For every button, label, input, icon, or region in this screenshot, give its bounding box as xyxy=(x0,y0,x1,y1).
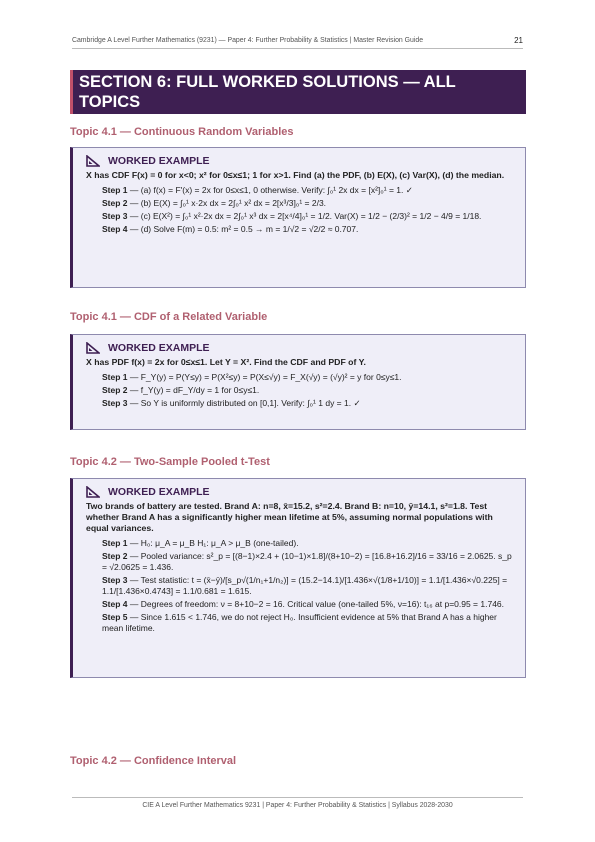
worked-example-label: WORKED EXAMPLE xyxy=(108,486,210,498)
step-label: Step 4 xyxy=(102,224,128,234)
set-square-icon xyxy=(86,155,100,167)
step-text: — Pooled variance: s²_p = [(8−1)×2.4 + (10−1)×1.8]/(8+10−2) = [16.8+16.2]/16 = 33/16 = 2.0625. s_p = √2.0625 = 1.436. xyxy=(102,551,512,572)
page-number: 21 xyxy=(514,36,523,45)
solution-step xyxy=(102,198,515,209)
worked-example-header xyxy=(86,341,515,355)
step-label: Step 2 xyxy=(102,551,128,561)
step-text: — (d) Solve F(m) = 0.5: m² = 0.5 → m = 1/√2 = √2/2 ≈ 0.707. xyxy=(127,224,359,234)
question-text: X has PDF f(x) = 2x for 0≤x≤1. Let Y = X². Find the CDF and PDF of Y. xyxy=(86,357,366,367)
step-text: — (a) f(x) = F'(x) = 2x for 0≤x≤1, 0 otherwise. Verify: ∫₀¹ 2x dx = [x²]₀¹ = 1. ✓ xyxy=(127,185,413,195)
solution-step xyxy=(102,612,515,634)
worked-example-box xyxy=(70,478,526,678)
step-text: — So Y is uniformly distributed on [0,1]. Verify: ∫₀¹ 1 dy = 1. ✓ xyxy=(127,398,361,408)
step-label: Step 2 xyxy=(102,385,128,395)
step-text: — f_Y(y) = dF_Y/dy = 1 for 0≤y≤1. xyxy=(127,385,260,395)
step-text: — Test statistic: t = (x̄−ȳ)/[s_p√(1/n₁+1/n₂)] = (15.2−14.1)/[1.436×√(1/8+1/10)] = 1.1/[1.436×√0.225] = 1.1/[1.436×0.4743] = 1.1/0.681 = 1.615. xyxy=(102,575,508,596)
step-text: — Since 1.615 < 1.746, we do not reject H₀. Insufficient evidence at 5% that Brand A has a higher mean lifetime. xyxy=(102,612,497,633)
solution-step xyxy=(102,372,515,383)
topic-heading: Topic 4.2 — Confidence Interval xyxy=(70,755,237,767)
page-footer xyxy=(72,797,523,809)
topic-heading: Topic 4.2 — Two-Sample Pooled t-Test xyxy=(70,456,270,468)
topic-heading: Topic 4.1 — Continuous Random Variables xyxy=(70,126,294,138)
solution-step xyxy=(102,385,515,396)
step-label: Step 1 xyxy=(102,185,128,195)
worked-example-header xyxy=(86,485,515,499)
step-label: Step 1 xyxy=(102,372,128,382)
header-title: Cambridge A Level Further Mathematics (9231) — Paper 4: Further Probability & Statistics | Master Revision Guide xyxy=(72,37,424,44)
page-header xyxy=(72,36,523,49)
step-label: Step 2 xyxy=(102,198,128,208)
step-label: Step 1 xyxy=(102,538,128,548)
solution-step xyxy=(102,224,515,235)
solution-step xyxy=(102,538,515,549)
step-label: Step 3 xyxy=(102,211,128,221)
worked-example-box xyxy=(70,147,526,288)
set-square-icon xyxy=(86,486,100,498)
step-text: — Degrees of freedom: ν = 8+10−2 = 16. Critical value (one-tailed 5%, ν=16): t₁₆ at p=0.95 = 1.746. xyxy=(127,599,505,609)
step-text: — F_Y(y) = P(Y≤y) = P(X²≤y) = P(X≤√y) = F_X(√y) = (√y)² = y for 0≤y≤1. xyxy=(127,372,402,382)
worked-example-header xyxy=(86,154,515,168)
step-label: Step 3 xyxy=(102,575,128,585)
question-text: X has CDF F(x) = 0 for x<0; x² for 0≤x≤1; 1 for x>1. Find (a) the PDF, (b) E(X), (c) Var(X), (d) the median. xyxy=(86,170,505,180)
step-text: — (b) E(X) = ∫₀¹ x·2x dx = 2∫₀¹ x² dx = 2[x³/3]₀¹ = 2/3. xyxy=(127,198,327,208)
step-label: Step 4 xyxy=(102,599,128,609)
step-label: Step 5 xyxy=(102,612,128,622)
step-label: Step 3 xyxy=(102,398,128,408)
worked-example-label: WORKED EXAMPLE xyxy=(108,155,210,167)
set-square-icon xyxy=(86,342,100,354)
solution-step xyxy=(102,398,515,409)
topic-heading: Topic 4.1 — CDF of a Related Variable xyxy=(70,311,268,323)
step-text: — H₀: μ_A = μ_B H₁: μ_A > μ_B (one-tailed). xyxy=(127,538,299,548)
solution-step xyxy=(102,575,515,597)
solution-step xyxy=(102,185,515,196)
solution-step xyxy=(102,551,515,573)
step-text: — (c) E(X²) = ∫₀¹ x²·2x dx = 2∫₀¹ x³ dx = 2[x⁴/4]₀¹ = 1/2. Var(X) = 1/2 − (2/3)² = 1/2 − 4/9 = 1/18. xyxy=(127,211,482,221)
solution-step xyxy=(102,599,515,610)
section-title: SECTION 6: FULL WORKED SOLUTIONS — ALL TOPICS xyxy=(70,70,526,114)
footer-text: CIE A Level Further Mathematics 9231 | Paper 4: Further Probability & Statistics | Syllabus 2028-2030 xyxy=(142,802,453,809)
worked-example-label: WORKED EXAMPLE xyxy=(108,342,210,354)
question-text: Two brands of battery are tested. Brand A: n=8, x̄=15.2, s²=2.4. Brand B: n=10, ȳ=14.1, s²=1.8. Test whether Brand A has a significantly higher mean lifetime at 5%, assuming normal populations with equal variances. xyxy=(86,501,493,533)
worked-example-box xyxy=(70,334,526,430)
solution-step xyxy=(102,211,515,222)
